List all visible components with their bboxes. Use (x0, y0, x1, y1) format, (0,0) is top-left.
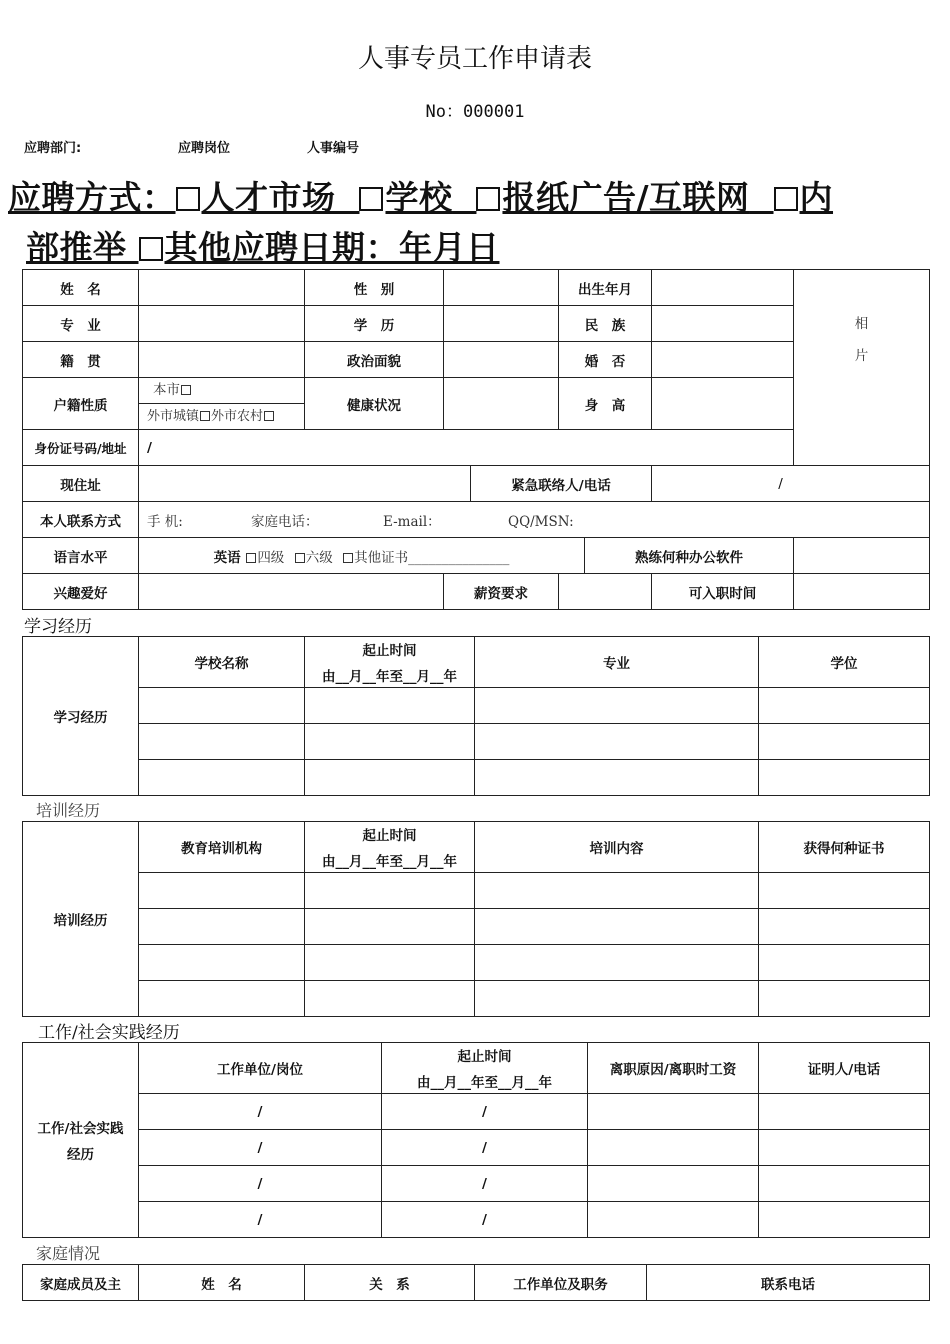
contact-fields[interactable] (139, 502, 930, 538)
training-heading: 培训经历 (36, 801, 101, 820)
marital-label: 婚 否 (559, 342, 652, 378)
birth-label: 出生年月 (559, 270, 652, 306)
apply-method-line1: 应聘方式： 人才市场 学校 报纸广告/互联网 内 (8, 178, 834, 217)
health-label: 健康状况 (305, 378, 444, 430)
major-label: 专 业 (23, 306, 139, 342)
home-phone-label: 家庭电话： (251, 513, 319, 530)
hobby-field[interactable] (139, 574, 444, 610)
form-number: No：000001 (425, 102, 525, 122)
hukou-local-option[interactable]: 本市 (139, 378, 304, 404)
table-cell[interactable] (759, 981, 930, 1017)
table-cell[interactable]: / (139, 1202, 382, 1238)
software-field[interactable] (794, 538, 930, 574)
checkbox-local[interactable] (181, 385, 191, 395)
table-cell[interactable] (305, 760, 475, 796)
work-table (22, 1042, 930, 1238)
checkbox-cet4[interactable] (246, 553, 256, 563)
table-cell[interactable] (759, 945, 930, 981)
study-heading: 学习经历 (24, 617, 92, 637)
marital-field[interactable] (652, 342, 794, 378)
id-label: 身份证号码/地址 (23, 430, 139, 466)
family-heading: 家庭情况 (36, 1244, 101, 1263)
qq-label: QQ/MSN: (508, 513, 574, 530)
table-cell[interactable]: / (139, 1166, 382, 1202)
table-cell[interactable] (759, 873, 930, 909)
table-cell[interactable] (475, 873, 759, 909)
political-field[interactable] (444, 342, 559, 378)
study-side-label: 学习经历 (23, 637, 139, 796)
family-phone-header: 联系电话 (647, 1265, 930, 1301)
checkbox-nonlocal-rural[interactable] (264, 411, 274, 421)
dept-label: 应聘部门: (24, 141, 82, 156)
id-field[interactable]: / (139, 430, 794, 466)
table-cell[interactable] (759, 760, 930, 796)
major-field[interactable] (139, 306, 305, 342)
degree-header: 学位 (759, 637, 930, 688)
checkbox-school[interactable] (359, 187, 383, 211)
work-period-header: 起止时间 由__月__年至__月__年 (382, 1043, 588, 1094)
origin-label: 籍 贯 (23, 342, 139, 378)
family-job-header: 工作单位及职务 (475, 1265, 647, 1301)
family-members-label: 家庭成员及主 (23, 1265, 139, 1301)
name-field[interactable] (139, 270, 305, 306)
school-header: 学校名称 (139, 637, 305, 688)
gender-label: 性 别 (305, 270, 444, 306)
table-cell[interactable] (759, 688, 930, 724)
form-title: 人事专员工作申请表 (357, 44, 592, 74)
training-side-label: 培训经历 (23, 822, 139, 1017)
cert-header: 获得何种证书 (759, 822, 930, 873)
org-header: 教育培训机构 (139, 822, 305, 873)
table-cell[interactable] (139, 945, 305, 981)
ethnic-field[interactable] (652, 306, 794, 342)
table-cell[interactable] (139, 724, 305, 760)
table-cell[interactable] (139, 981, 305, 1017)
salary-label: 薪资要求 (444, 574, 559, 610)
table-cell[interactable]: / (382, 1130, 588, 1166)
table-cell[interactable] (759, 1130, 930, 1166)
gender-field[interactable] (444, 270, 559, 306)
address-field[interactable] (139, 466, 471, 502)
checkbox-internal[interactable] (774, 187, 798, 211)
emergency-label: 紧急联络人/电话 (471, 466, 652, 502)
email-label: E-mail： (383, 513, 441, 530)
family-name-header: 姓 名 (139, 1265, 305, 1301)
table-cell[interactable] (305, 909, 475, 945)
salary-field[interactable] (559, 574, 652, 610)
table-cell[interactable] (305, 981, 475, 1017)
height-field[interactable] (652, 378, 794, 430)
software-label: 熟练何种办公软件 (585, 538, 794, 574)
table-cell[interactable] (759, 724, 930, 760)
education-label: 学 历 (305, 306, 444, 342)
table-cell[interactable] (475, 945, 759, 981)
checkbox-other[interactable] (139, 237, 163, 261)
ethnic-label: 民 族 (559, 306, 652, 342)
hukou-options (139, 378, 305, 430)
work-heading: 工作/社会实践经历 (38, 1023, 180, 1043)
table-cell[interactable] (475, 760, 759, 796)
witness-header: 证明人/电话 (759, 1043, 930, 1094)
table-cell[interactable] (475, 909, 759, 945)
table-cell[interactable] (305, 688, 475, 724)
checkbox-other-cert[interactable] (343, 553, 353, 563)
family-relation-header: 关 系 (305, 1265, 475, 1301)
photo-box[interactable]: 相 片 (794, 270, 930, 466)
checkbox-cet6[interactable] (295, 553, 305, 563)
table-cell[interactable] (139, 909, 305, 945)
education-field[interactable] (444, 306, 559, 342)
height-label: 身 高 (559, 378, 652, 430)
address-label: 现住址 (23, 466, 139, 502)
name-label: 姓 名 (23, 270, 139, 306)
language-options: 英语 四级 六级 其他证书_______________ (139, 538, 585, 574)
hr-number-label: 人事编号 (307, 141, 360, 156)
study-period-header: 起止时间 由__月__年至__月__年 (305, 637, 475, 688)
post-label: 应聘岗位 (178, 141, 231, 156)
contact-label: 本人联系方式 (23, 502, 139, 538)
mobile-label: 手 机: (147, 513, 183, 530)
hukou-label: 户籍性质 (23, 378, 139, 430)
birth-field[interactable] (652, 270, 794, 306)
table-cell[interactable] (305, 945, 475, 981)
table-cell[interactable] (305, 724, 475, 760)
apply-method-line2: 部推举 其他应聘日期：年月日 (26, 228, 500, 267)
table-cell[interactable] (759, 1202, 930, 1238)
health-field[interactable] (444, 378, 559, 430)
table-cell[interactable] (305, 873, 475, 909)
table-cell[interactable] (588, 1094, 759, 1130)
table-cell[interactable]: / (382, 1094, 588, 1130)
table-cell[interactable]: / (382, 1166, 588, 1202)
table-cell[interactable]: / (139, 1094, 382, 1130)
hobby-label: 兴趣爱好 (23, 574, 139, 610)
content-header: 培训内容 (475, 822, 759, 873)
table-cell[interactable] (475, 688, 759, 724)
start-field[interactable] (794, 574, 930, 610)
hukou-nonlocal-option[interactable]: 外市城镇 外市农村 (139, 404, 304, 429)
table-cell[interactable] (139, 760, 305, 796)
table-cell[interactable] (759, 1094, 930, 1130)
political-label: 政治面貌 (305, 342, 444, 378)
language-label: 语言水平 (23, 538, 139, 574)
table-cell[interactable] (759, 909, 930, 945)
work-side-label: 工作/社会实践 经历 (23, 1043, 139, 1238)
study-major-header: 专业 (475, 637, 759, 688)
table-cell[interactable]: / (139, 1130, 382, 1166)
table-cell[interactable] (475, 724, 759, 760)
family-table (22, 1264, 930, 1301)
checkbox-nonlocal-urban[interactable] (200, 411, 210, 421)
unit-header: 工作单位/岗位 (139, 1043, 382, 1094)
start-label: 可入职时间 (652, 574, 794, 610)
table-cell[interactable] (588, 1202, 759, 1238)
table-cell[interactable] (588, 1130, 759, 1166)
training-period-header: 起止时间 由__月__年至__月__年 (305, 822, 475, 873)
table-cell[interactable]: / (382, 1202, 588, 1238)
emergency-field[interactable]: / (652, 466, 930, 502)
apply-method-label: 应聘方式： (8, 178, 176, 217)
table-cell[interactable] (475, 981, 759, 1017)
checkbox-talent-market[interactable] (176, 187, 200, 211)
table-cell[interactable] (139, 873, 305, 909)
basic-info-table (22, 269, 930, 610)
training-table (22, 821, 930, 1017)
table-cell[interactable] (588, 1166, 759, 1202)
table-cell[interactable] (759, 1166, 930, 1202)
origin-field[interactable] (139, 342, 305, 378)
table-cell[interactable] (139, 688, 305, 724)
study-table (22, 636, 930, 796)
checkbox-newspaper-internet[interactable] (476, 187, 500, 211)
reason-header: 离职原因/离职时工资 (588, 1043, 759, 1094)
